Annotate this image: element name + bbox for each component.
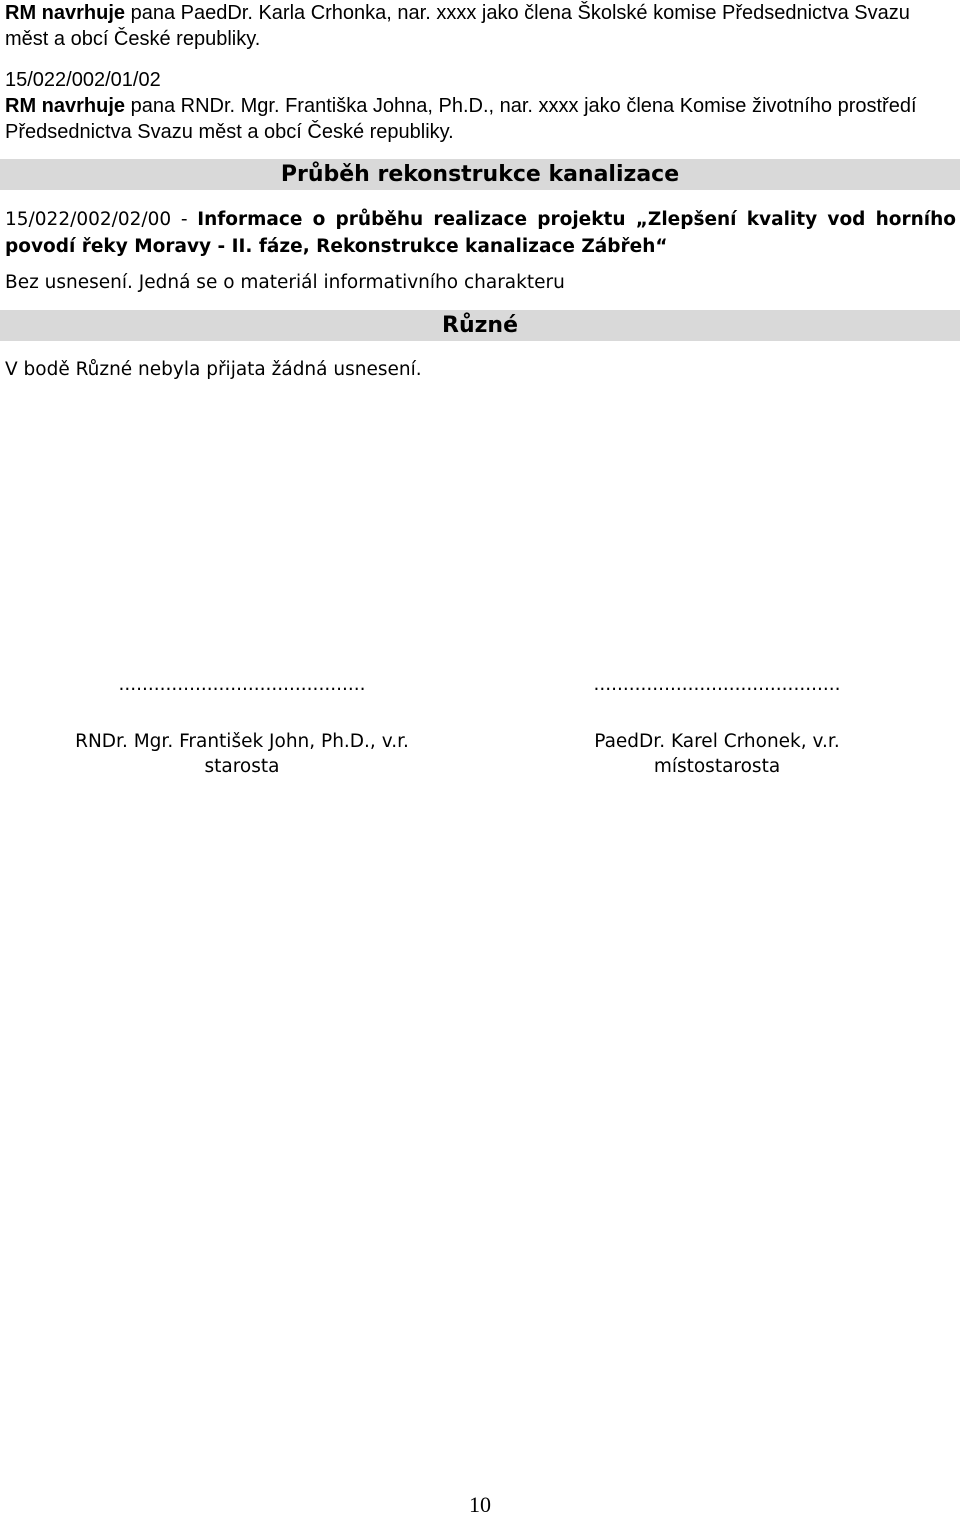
signature-line: .......................................... — [118, 674, 366, 695]
agenda-item — [5, 206, 956, 260]
resolution-number: 15/022/002/01/02 — [5, 69, 161, 91]
signature-block-deputy-mayor — [537, 672, 897, 779]
page-number: 10 — [469, 1492, 491, 1517]
signatory-name: PaedDr. Karel Crhonek, v.r. — [594, 731, 840, 752]
signature-block-mayor — [62, 672, 422, 779]
resolution-text: V bodě Různé nebyla přijata žádná usnesení. — [5, 359, 422, 380]
signature-line: .......................................... — [593, 674, 841, 695]
proposal-lead: RM navrhuje — [5, 95, 126, 117]
signatory-name: RNDr. Mgr. František John, Ph.D., v.r. — [75, 731, 409, 752]
section-title: Průběh rekonstrukce kanalizace — [280, 162, 680, 187]
section-title: Různé — [442, 313, 518, 338]
resolution-text: Bez usnesení. Jedná se o materiál informativního charakteru — [5, 272, 565, 293]
agenda-item-separator: - — [171, 209, 198, 230]
proposal-item-1 — [5, 0, 956, 52]
signatory-role: starosta — [204, 756, 280, 777]
proposal-text: pana PaedDr. Karla Crhonka, nar. xxxx jako člena Školské komise Předsednictva Svazu měst a obcí České republiky. — [5, 2, 910, 50]
proposal-text: pana RNDr. Mgr. Františka Johna, Ph.D., nar. xxxx jako člena Komise životního prostředí Předsednictva Svazu měst a obcí České republiky. — [5, 95, 917, 143]
signatory-role: místostarosta — [653, 756, 781, 777]
proposal-lead: RM navrhuje — [5, 2, 126, 24]
agenda-item-number: 15/022/002/02/00 — [5, 209, 172, 230]
proposal-item-2 — [5, 93, 956, 145]
agenda-item-title: Informace o průběhu realizace projektu „Zlepšení kvality vod horního povodí řeky Moravy - II. fáze, Rekonstrukce kanalizace Zábřeh“ — [5, 209, 957, 257]
